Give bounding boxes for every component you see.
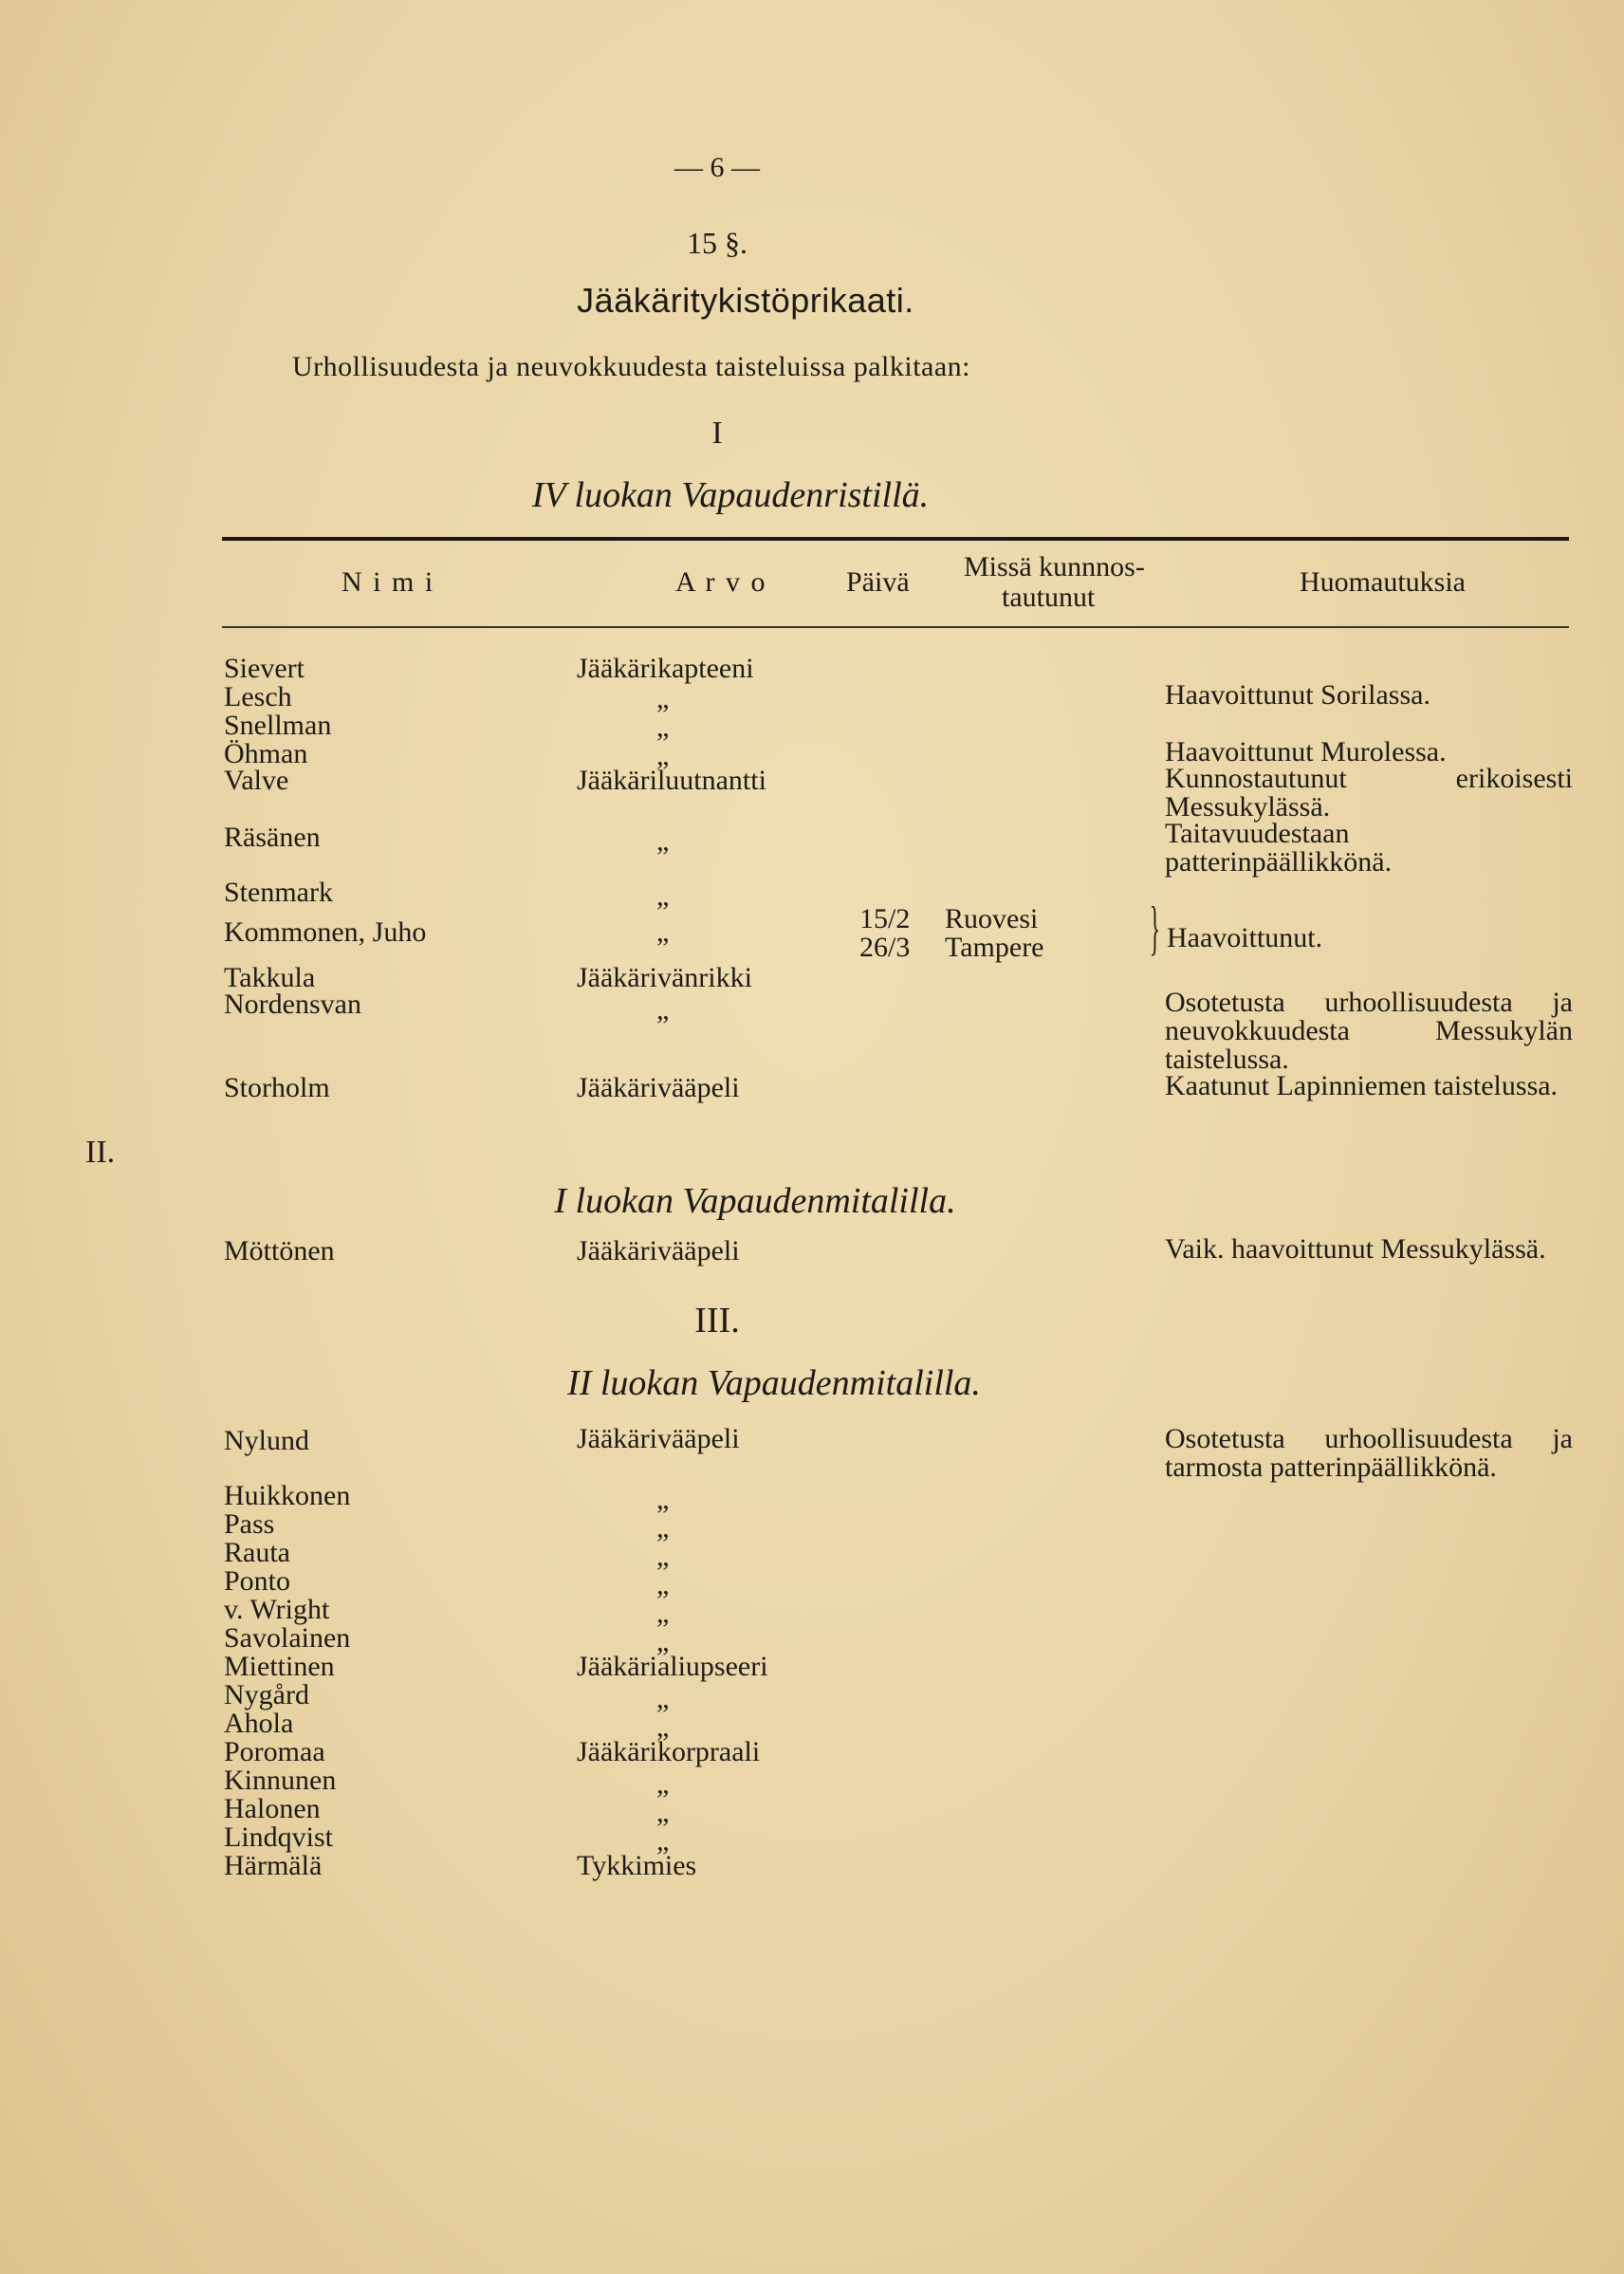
table-row-rank: „ bbox=[656, 712, 670, 743]
section-numeral-1: I bbox=[711, 416, 723, 451]
table-row-rank: „ bbox=[656, 916, 670, 948]
table-row-rank: „ bbox=[656, 1768, 670, 1800]
section-title-1: IV luokan Vapaudenristillä. bbox=[531, 475, 930, 515]
table-row-rank: Jääkärikorpraali bbox=[577, 1736, 761, 1767]
table-row-rank: „ bbox=[656, 1797, 670, 1828]
table-row-rank: Jääkärivääpeli bbox=[577, 1235, 740, 1266]
table-row-name: Kommonen, Juho bbox=[224, 916, 427, 948]
table-row-name: Snellman bbox=[224, 710, 332, 741]
table-row-rank: Jääkärialiupseeri bbox=[577, 1651, 768, 1682]
table-row-rank: „ bbox=[656, 1683, 670, 1714]
column-header-place-2: tautunut bbox=[1002, 582, 1096, 613]
table-row-note: Taitavuudestaan patterinpäällikkönä. bbox=[1165, 818, 1393, 878]
table-row-note: Osotetusta urhoollisuudesta ja tarmosta patterinpäällikkönä. bbox=[1165, 1423, 1573, 1483]
table-row-rank: „ bbox=[656, 1711, 670, 1743]
table-row-rank: Jääkärivänrikki bbox=[577, 962, 752, 993]
table-row-name: Huikkonen bbox=[224, 1480, 351, 1511]
table-row-name: Lindqvist bbox=[224, 1821, 334, 1853]
table-row-name: Storholm bbox=[224, 1072, 330, 1103]
table-row-rank: „ bbox=[656, 880, 670, 912]
table-row-rank: „ bbox=[656, 683, 670, 714]
intro-text: Urhollisuudesta ja neuvokkuudesta taisteluissa palkitaan: bbox=[292, 351, 971, 382]
table-row-note: Haavoittunut. bbox=[1167, 922, 1323, 953]
table-row-rank: Jääkärivääpeli bbox=[577, 1072, 740, 1103]
table-row-name: Nylund bbox=[224, 1425, 309, 1456]
table-row-note: Kaatunut Lapinniemen taistelussa. bbox=[1165, 1070, 1559, 1101]
table-row-name: Miettinen bbox=[224, 1651, 335, 1682]
table-row-name: Rauta bbox=[224, 1537, 290, 1568]
table-row-name: Halonen bbox=[224, 1793, 321, 1824]
table-row-rank: „ bbox=[656, 1541, 670, 1572]
table-row-place: Tampere bbox=[945, 932, 1044, 963]
table-row-rank: „ bbox=[656, 1825, 670, 1857]
table-row-name: Valve bbox=[224, 765, 289, 796]
table-row-name: Poromaa bbox=[224, 1736, 325, 1767]
table-row-note: Osotetusta urhoollisuudesta ja neuvokkuudesta Messukylän taistelussa. bbox=[1165, 987, 1573, 1075]
table-row-note: Vaik. haavoittunut Messukylässä. bbox=[1165, 1233, 1546, 1265]
table-row-note: Kunnostautunut erikoisesti Messukylässä. bbox=[1165, 763, 1573, 823]
table-row-name: Lesch bbox=[224, 681, 292, 712]
table-row-name: Ahola bbox=[224, 1708, 294, 1739]
table-row-note: Haavoittunut Sorilassa. bbox=[1165, 679, 1430, 711]
table-row-note: Haavoittunut Murolessa. bbox=[1165, 736, 1447, 767]
page-number: — 6 — bbox=[674, 152, 760, 183]
table-top-rule bbox=[222, 537, 1569, 541]
table-row-name: Härmälä bbox=[224, 1850, 323, 1881]
table-row-name: Öhman bbox=[224, 738, 308, 769]
column-header-place-1: Missä kunnnos- bbox=[964, 551, 1145, 582]
table-row-rank: Jääkäriluutnantti bbox=[577, 765, 766, 796]
section-title-2: I luokan Vapaudenmitalilla. bbox=[554, 1181, 956, 1221]
table-row-name: Sievert bbox=[224, 653, 304, 684]
section-numeral-3: III. bbox=[694, 1301, 740, 1340]
table-row-rank: „ bbox=[656, 825, 670, 857]
table-header-rule bbox=[222, 626, 1569, 628]
table-row-name: Nordensvan bbox=[224, 989, 361, 1020]
column-header-date: Päivä bbox=[846, 566, 910, 598]
table-row-rank: Tykkimies bbox=[577, 1850, 697, 1881]
table-row-place: Ruovesi bbox=[945, 903, 1039, 934]
table-row-rank: Jääkärikapteeni bbox=[577, 653, 754, 684]
table-row-rank: „ bbox=[656, 1626, 670, 1657]
paragraph-number: 15 §. bbox=[687, 226, 747, 260]
table-row-rank: „ bbox=[656, 994, 670, 1026]
table-row-rank: „ bbox=[656, 1484, 670, 1515]
table-row-rank: „ bbox=[656, 1598, 670, 1629]
brace-icon: } bbox=[1149, 894, 1160, 961]
table-row-name: Ponto bbox=[224, 1565, 291, 1597]
table-row-rank: „ bbox=[656, 1569, 670, 1600]
table-row-rank: „ bbox=[656, 1512, 670, 1544]
table-row-date: 26/3 bbox=[859, 932, 911, 963]
table-row-name: Savolainen bbox=[224, 1622, 351, 1654]
column-header-rank: A r v o bbox=[675, 566, 767, 598]
table-row-name: Nygård bbox=[224, 1679, 309, 1710]
table-row-name: Stenmark bbox=[224, 877, 333, 908]
column-header-name: N i m i bbox=[341, 566, 435, 598]
table-row-date: 15/2 bbox=[859, 903, 911, 934]
table-row-name: Möttönen bbox=[224, 1235, 335, 1266]
table-row-name: v. Wright bbox=[224, 1594, 330, 1625]
table-row-name: Räsänen bbox=[224, 822, 321, 853]
table-row-rank: Jääkärivääpeli bbox=[577, 1423, 740, 1454]
table-row-rank: „ bbox=[656, 740, 670, 771]
column-header-notes: Huomautuksia bbox=[1300, 566, 1466, 598]
table-row-name: Kinnunen bbox=[224, 1765, 337, 1796]
table-row-name: Takkula bbox=[224, 962, 316, 993]
table-row-name: Pass bbox=[224, 1508, 275, 1540]
unit-title: Jääkäritykistöprikaati. bbox=[577, 281, 914, 320]
section-title-3: II luokan Vapaudenmitalilla. bbox=[567, 1363, 981, 1403]
